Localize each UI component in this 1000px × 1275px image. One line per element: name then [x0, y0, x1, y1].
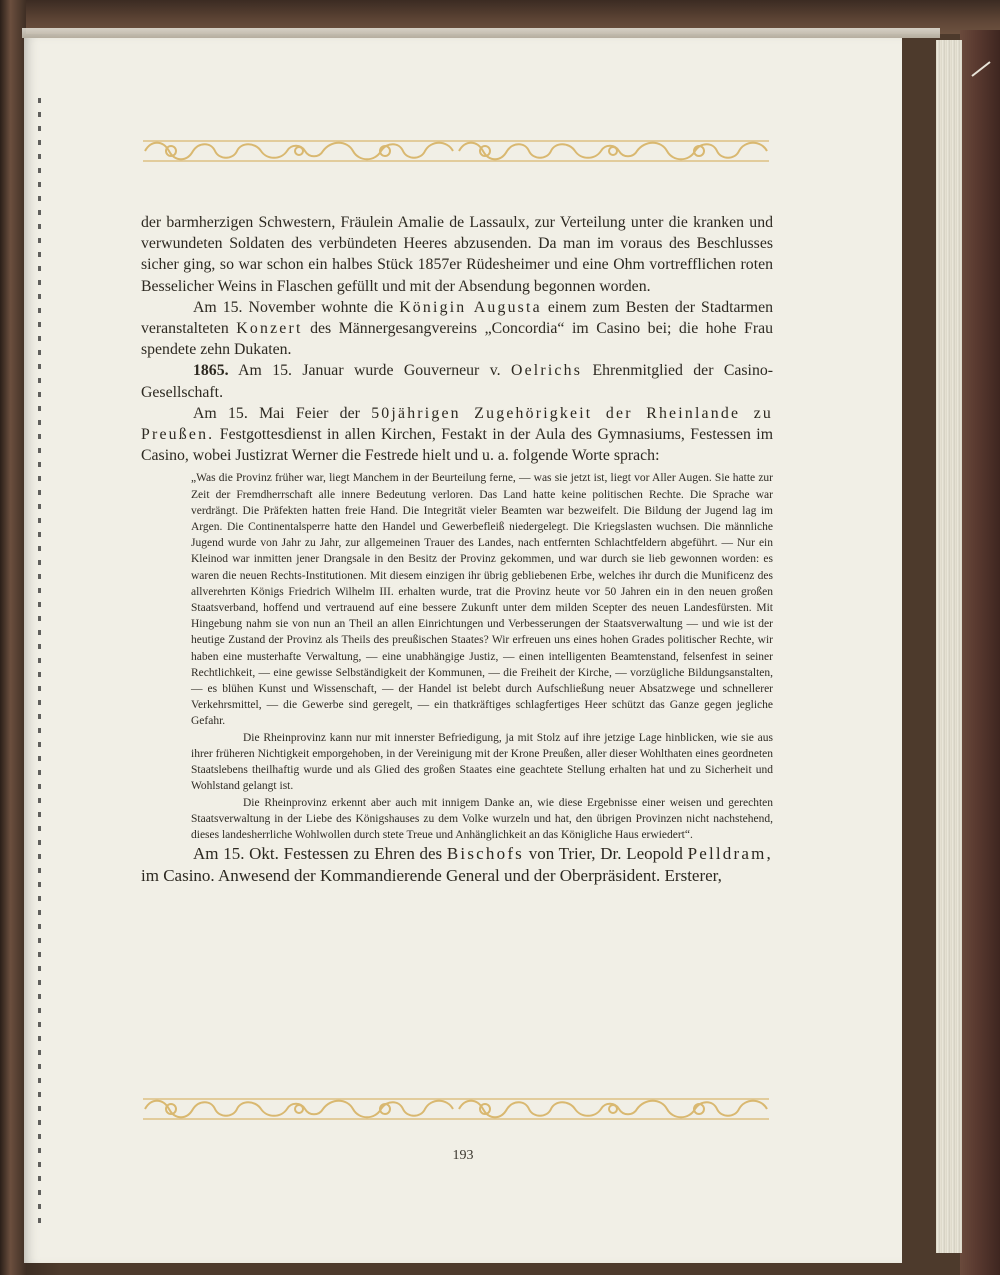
- paragraph-concert: [141, 297, 773, 361]
- speech-quote: [191, 470, 773, 843]
- text-run: Ehrenmitglied der Casino-Gesellschaft.: [141, 362, 774, 401]
- page-edges: [936, 40, 962, 1253]
- emphasis-concert: Konzert: [236, 320, 303, 338]
- emphasis-anniversary: 50jährigen Zugehörigkeit der Rheinlande zu Preußen.: [141, 404, 774, 444]
- text-run: Festgottesdienst in allen Kirchen, Festakt in der Aula des Gymnasiums, Festessen im Casino, wobei Justizrat Werner die Festrede hielt und u. a. folgende Worte sprach:: [141, 426, 773, 465]
- protective-sleeve-edge: [22, 28, 940, 38]
- text-run: des Männergesangvereins „Concordia“ im Casino bei; die hohe Frau spendete zehn Dukaten.: [141, 320, 773, 359]
- text-run: Am 15. Mai Feier der: [193, 404, 372, 422]
- emphasis-name: Pelldram,: [687, 844, 773, 864]
- book-cover-right: [960, 30, 1000, 1275]
- book-page: [24, 38, 902, 1263]
- main-text: [141, 212, 773, 887]
- paragraph-1865: [141, 360, 773, 402]
- ornamental-border-top: [141, 138, 771, 164]
- text-run: von Trier, Dr. Leopold: [524, 844, 688, 864]
- book-spine: [0, 0, 26, 1275]
- paragraph-anniversary: [141, 403, 773, 467]
- emphasis-bishop: Bischofs: [446, 844, 524, 864]
- binding-stitch: [38, 98, 41, 1223]
- year-heading: 1865.: [193, 362, 229, 380]
- emphasis-name: Oelrichs: [510, 362, 583, 380]
- paragraph-red-cross-wine: der barmherzigen Schwestern, Fräulein Amalie de Lassaulx, zur Verteilung unter die kranken und verwundeten Soldaten des verbündeten Heeres abzusenden. Da man im voraus des Beschlusses sicher ging, so war schon ein halbes Stück 1857er Rüdesheimer und eine Ohm vortrefflichen roten Besselicher Weins in Flaschen gefüllt und mit der Absendung begonnen worden.: [141, 214, 773, 295]
- sleeve-reflection-icon: [970, 60, 992, 78]
- quote-paragraph: Die Rheinprovinz erkennt aber auch mit innigem Danke an, wie diese Ergebnisse einer weisen und gerechten Staatsverwaltung in der Liebe des Königshauses zu dem Volke wurzeln und hat, den übrigen Provinzen nicht nachstehend, dieses landesherrliche Wohlwollen durch stete Treue und Anhänglichkeit an das Königliche Haus erwiedert“.: [191, 796, 773, 841]
- text-run: Am 15. Okt. Festessen zu Ehren des: [193, 844, 447, 864]
- text-run: im Casino. Anwesend der Kommandierende General und der Oberpräsident. Ersterer,: [141, 866, 722, 886]
- text-run: Am 15. Januar wurde Gouverneur v.: [228, 362, 511, 380]
- text-run: Am 15. November wohnte die: [193, 298, 400, 316]
- ornamental-border-bottom: [141, 1096, 771, 1122]
- page-number: 193: [452, 1148, 474, 1163]
- text-run: einem zum Besten der Stadtarmen veranstalteten: [141, 298, 774, 338]
- quote-paragraph: „Was die Provinz früher war, liegt Manchem in der Beurteilung ferne, — was sie jetzt ist, liegt vor Aller Augen. Sie hatte zur Zeit der Fremdherrschaft alle innere Bedeutung verloren. Das Land hatte keine politischen Rechte. Die Sprache war verdrängt. Die Präfekten hatten freie Hand. Die Integrität vieler Beamten war bezweifelt. Die Bildung der Jugend lag im Argen. Die Continentalsperre hatte den Handel und Gewerbefleiß niedergelegt. Die Kriegslasten wuchsen. Die männliche Jugend wurde von Jahr zu Jahr, zur allgemeinen Trauer des Landes, nach entfernten Schlachtfeldern abgeführt. — Nur ein Kleinod war inmitten jener Drangsale in den Besitz der Provinz gekommen, und war durch sie lieb gewonnen worden: es waren die neuen Rechts-Institutionen. Mit diesem einzigen ihr übrig gebliebenen Erbe, welches ihr durch die Munificenz des allverehrten Königs Friedrich Wilhelm III. erhalten wurde, trat die Provinz heute vor 50 Jahren ein in den neuen großen Staatsverband, hoffend und vertrauend auf eine bessere Zukunft unter dem milden Scepter des neuen Landesfürsten. Mit Hingebung nahm sie von nun an Theil an allen Einrichtungen und Verbesserungen der Staatsverwaltung — und wie ist der heutige Zustand der Provinz als Theils des preußischen Staates? Wir erfreuen uns eines hohen Grades politischer Rechte, wir haben eine musterhafte Verwaltung, — eine unabhängige Justiz, — einen intelligenten Beamtenstand, felsenfest in seiner Rechtlichkeit, — eine gewisse Selbständigkeit der Kommunen, — die Freiheit der Kirche, — vorzügliche Bildungsanstalten, — es blühen Kunst und Wissenschaft, — der Handel ist belebt durch Aufschließung neuer Absatzwege und schnellerer Verkehrsmittel, — die Gewerbe sind geregelt, — ein thatkräftiges schlagfertiges Heer schützt das Ganze gegen jegliche Gefahr.: [191, 472, 773, 728]
- emphasis-queen: Königin Augusta: [399, 298, 542, 316]
- quote-paragraph: Die Rheinprovinz kann nur mit innerster Befriedigung, ja mit Stolz auf ihre jetzige Lage hinblicken, wie sie aus ihrer früheren Nichtigkeit emporgehoben, in der Vereinigung mit der Krone Preußen, aller dieser Wohlthaten eines geordneten Staatslebens theilhaftig wurde und als Glied des großen Staates eine geachtete Stellung erhalten hat und zu Sicherheit und Wohlstand gelangt ist.: [191, 731, 773, 793]
- paragraph-bishop: [141, 843, 773, 887]
